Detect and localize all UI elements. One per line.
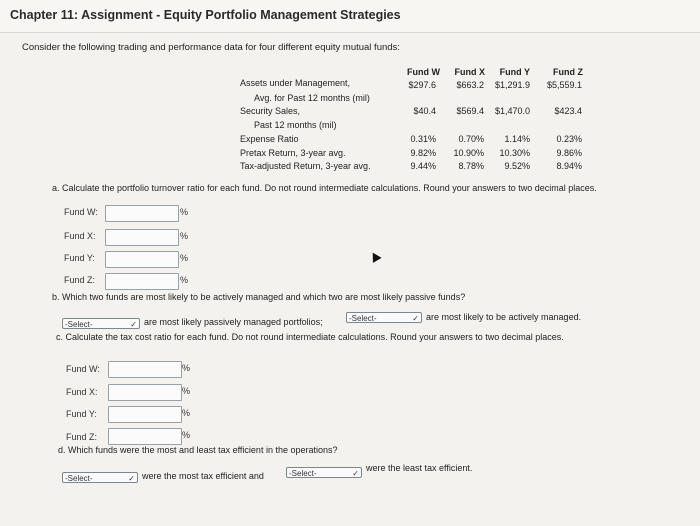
percent-unit: % (182, 386, 191, 396)
chevron-down-icon: ✓ (130, 320, 137, 329)
percent-unit: % (180, 275, 189, 285)
turnover-input-fund-w[interactable] (105, 205, 179, 222)
cell-expense-z: 0.23% (556, 134, 582, 144)
question-b: b. Which two funds are most likely to be actively managed and which two are most likely passive funds? (52, 292, 466, 302)
chevron-down-icon: ✓ (128, 474, 135, 483)
col-header-fund-x: Fund X (454, 67, 485, 77)
most-efficient-text: were the most tax efficient and (142, 471, 264, 481)
cell-expense-x: 0.70% (458, 134, 484, 144)
passive-funds-select[interactable] (62, 318, 140, 329)
fund-z-label-c: Fund Z: (66, 432, 98, 442)
fund-w-label-c: Fund W: (66, 364, 100, 374)
select-value: -Select- (349, 314, 377, 323)
active-funds-select[interactable] (346, 312, 422, 323)
chevron-down-icon: ✓ (352, 469, 359, 478)
cell-taxadj-y: 9.52% (504, 161, 530, 171)
page-title: Chapter 11: Assignment - Equity Portfolio Management Strategies (10, 8, 401, 22)
cell-pretax-w: 9.82% (410, 148, 436, 158)
col-header-fund-z: Fund Z (553, 67, 583, 77)
question-d: d. Which funds were the most and least tax efficient in the operations? (58, 445, 338, 455)
cell-aum-x: $663.2 (456, 80, 484, 90)
fund-y-label-a: Fund Y: (64, 253, 95, 263)
row-label-pretax: Pretax Return, 3-year avg. (240, 148, 346, 158)
row-label-taxadj: Tax-adjusted Return, 3-year avg. (240, 161, 371, 171)
cell-pretax-z: 9.86% (556, 148, 582, 158)
col-header-fund-w: Fund W (407, 67, 440, 77)
cell-aum-w: $297.6 (408, 80, 436, 90)
least-efficient-select[interactable] (286, 467, 362, 478)
chevron-down-icon: ✓ (412, 314, 419, 323)
tax-cost-input-fund-w[interactable] (108, 361, 182, 378)
select-value: -Select- (289, 469, 317, 478)
least-efficient-text: were the least tax efficient. (366, 463, 473, 473)
fund-z-label-a: Fund Z: (64, 275, 96, 285)
select-value: -Select- (65, 320, 93, 329)
fund-x-label-a: Fund X: (64, 231, 96, 241)
cell-sales-w: $40.4 (413, 106, 436, 116)
row-label-expense: Expense Ratio (240, 134, 299, 144)
percent-unit: % (180, 207, 189, 217)
cell-pretax-x: 10.90% (453, 148, 484, 158)
cell-expense-y: 1.14% (504, 134, 530, 144)
active-text: are most likely to be actively managed. (426, 312, 582, 322)
fund-y-label-c: Fund Y: (66, 409, 97, 419)
passive-text: are most likely passively managed portfolios; (144, 317, 323, 327)
question-c: c. Calculate the tax cost ratio for each fund. Do not round intermediate calculations. Round your answers to two decimal places. (56, 332, 564, 342)
tax-cost-input-fund-x[interactable] (108, 384, 182, 401)
cell-taxadj-w: 9.44% (410, 161, 436, 171)
turnover-input-fund-z[interactable] (105, 273, 179, 290)
percent-unit: % (182, 363, 191, 373)
question-a: a. Calculate the portfolio turnover ratio for each fund. Do not round intermediate calculations. Round your answers to two decimal places. (52, 183, 597, 193)
row-label-sales-sub: Past 12 months (mil) (254, 120, 337, 130)
col-header-fund-y: Fund Y (499, 67, 530, 77)
tax-cost-input-fund-y[interactable] (108, 406, 182, 423)
cell-sales-y: $1,470.0 (494, 106, 530, 116)
cell-aum-z: $5,559.1 (546, 80, 582, 90)
fund-w-label-a: Fund W: (64, 207, 98, 217)
row-label-sales: Security Sales, (240, 106, 301, 116)
cell-sales-z: $423.4 (554, 106, 582, 116)
mouse-cursor-icon (368, 250, 381, 263)
percent-unit: % (180, 231, 189, 241)
cell-taxadj-x: 8.78% (458, 161, 484, 171)
percent-unit: % (180, 253, 189, 263)
percent-unit: % (182, 430, 191, 440)
cell-expense-w: 0.31% (410, 134, 436, 144)
cell-aum-y: $1,291.9 (494, 80, 530, 90)
row-label-aum-sub: Avg. for Past 12 months (mil) (254, 93, 370, 103)
cell-sales-x: $569.4 (456, 106, 484, 116)
fund-x-label-c: Fund X: (66, 387, 98, 397)
select-value: -Select- (65, 474, 93, 483)
row-label-aum: Assets under Management, (240, 78, 351, 88)
tax-cost-input-fund-z[interactable] (108, 428, 182, 445)
cell-taxadj-z: 8.94% (556, 161, 582, 171)
intro-text: Consider the following trading and performance data for four different equity mutual funds: (22, 42, 400, 53)
cell-pretax-y: 10.30% (499, 148, 530, 158)
turnover-input-fund-y[interactable] (105, 251, 179, 268)
percent-unit: % (182, 408, 191, 418)
most-efficient-select[interactable] (62, 472, 138, 483)
turnover-input-fund-x[interactable] (105, 229, 179, 246)
